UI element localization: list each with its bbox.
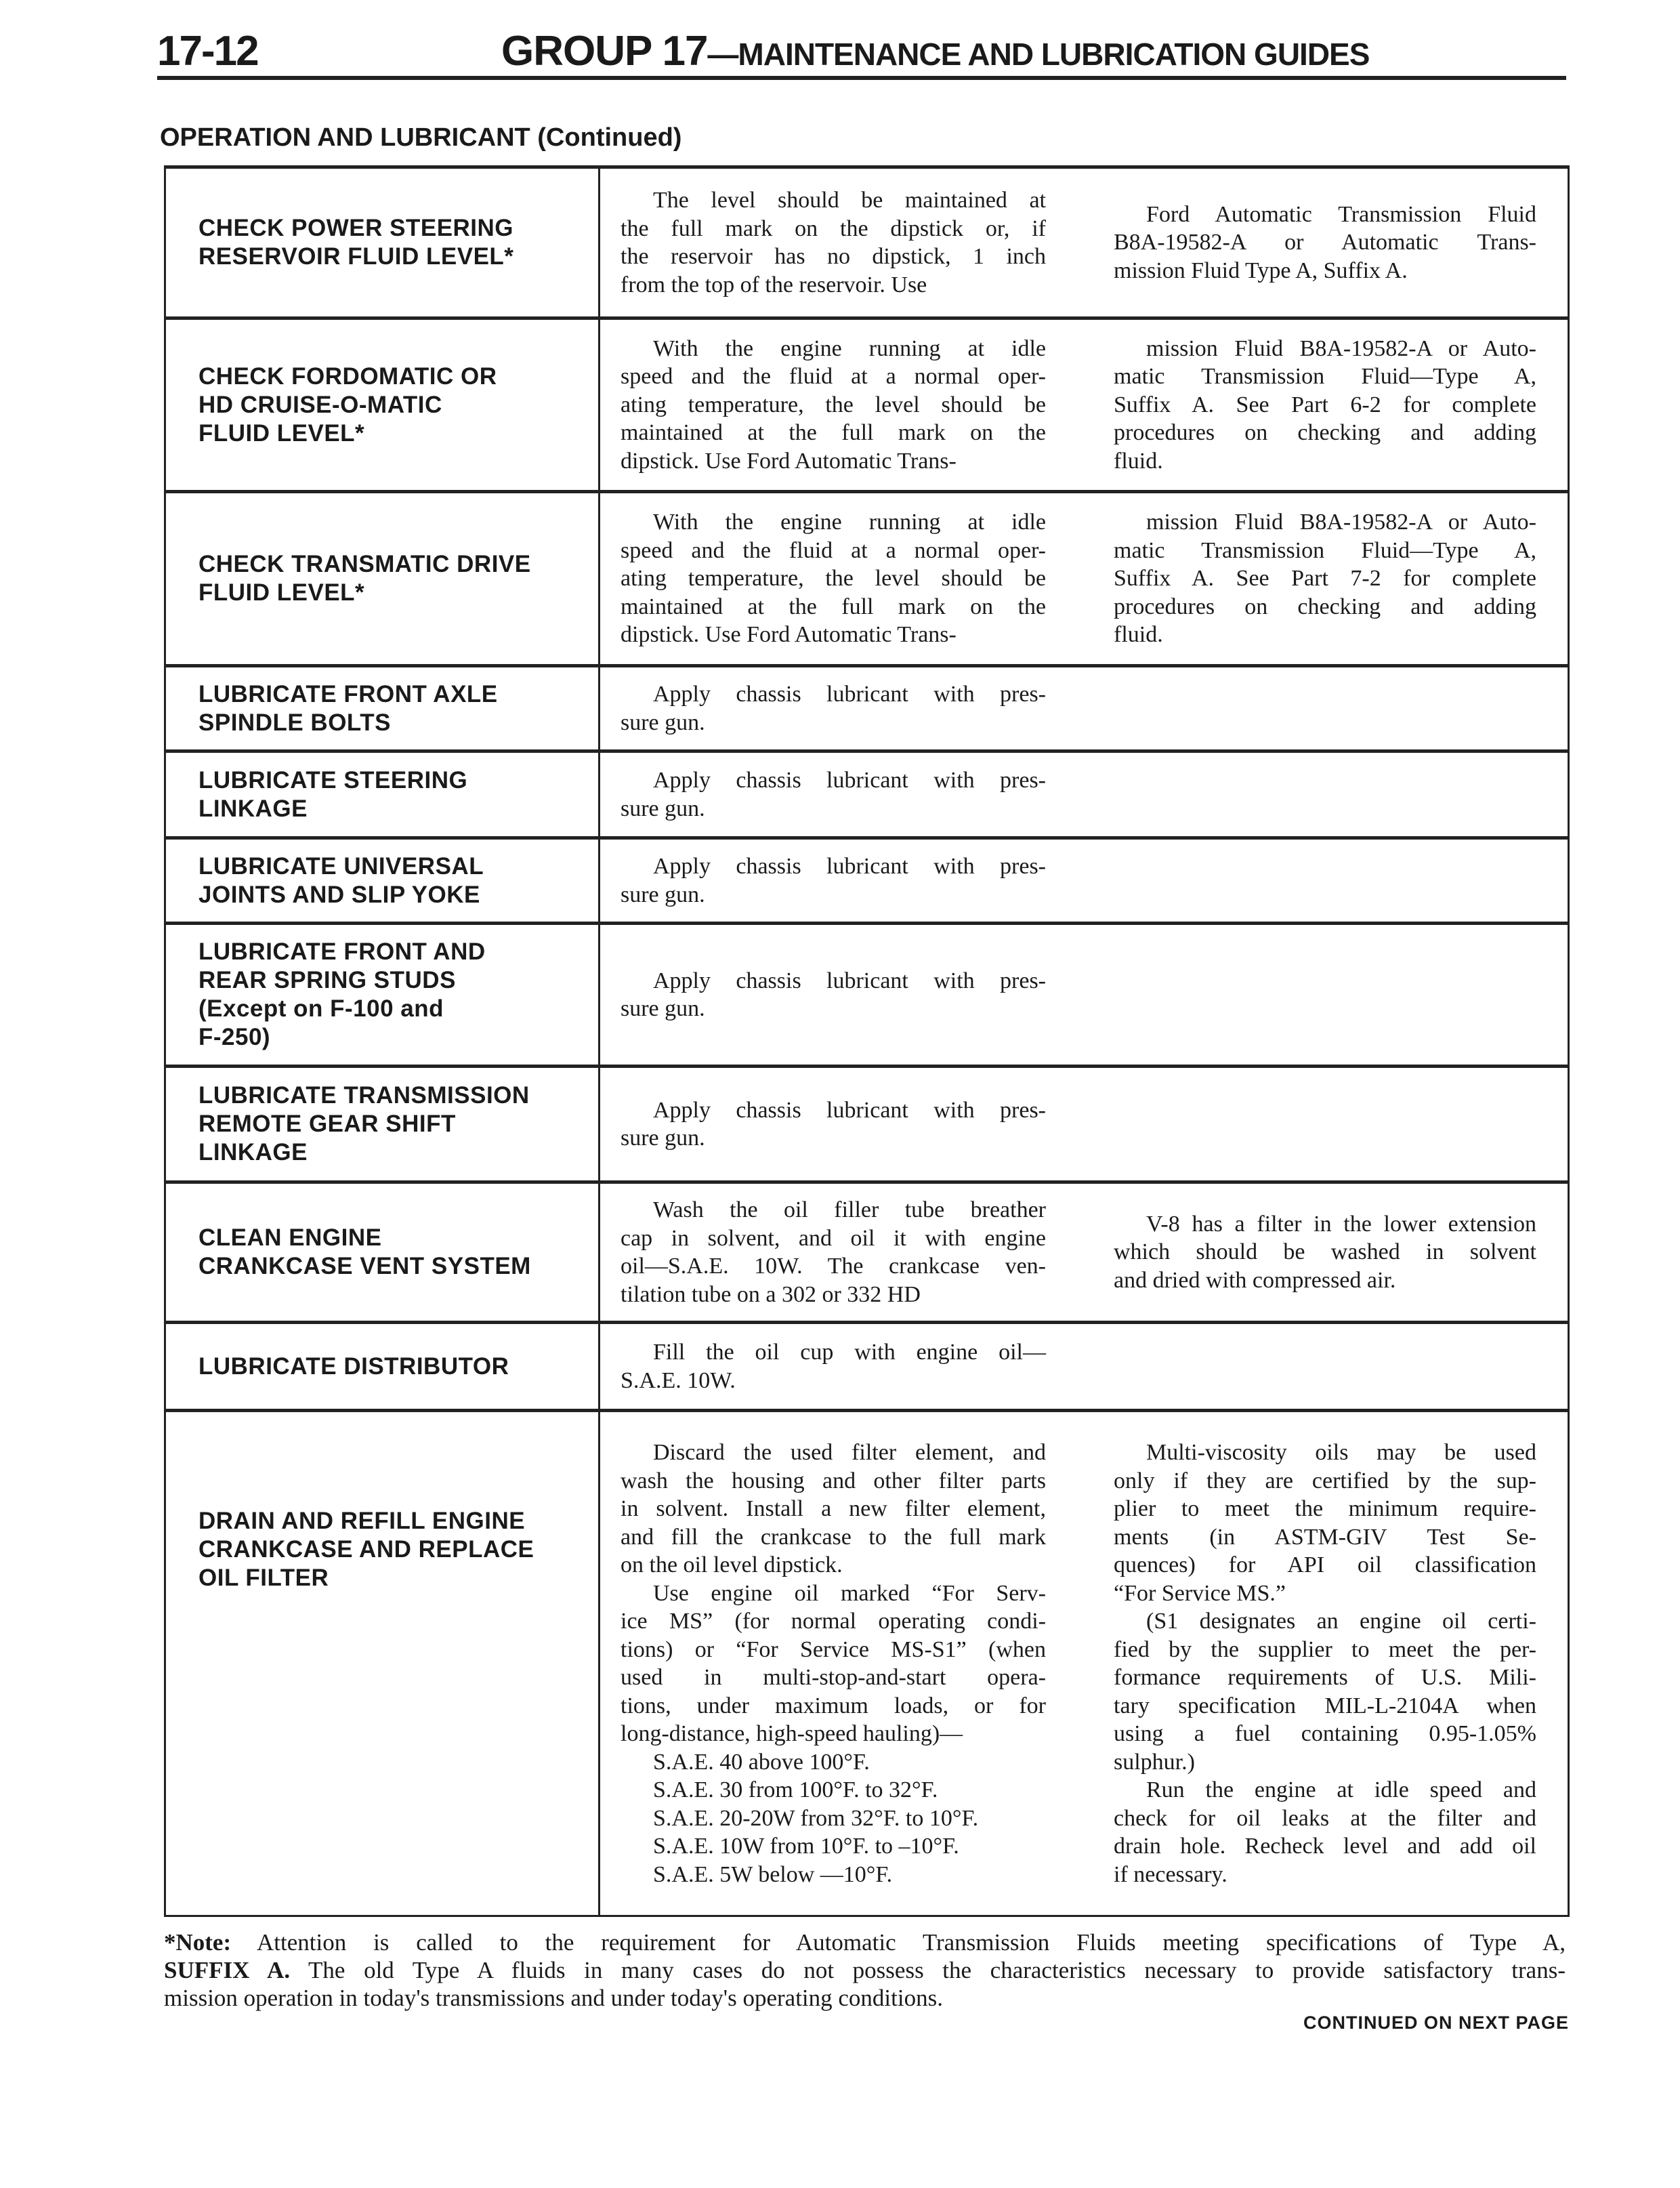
page-header-title bbox=[501, 27, 1369, 75]
text-line: Multi-viscosity oils may be used bbox=[1146, 1440, 1536, 1465]
text-line: in solvent. Install a new filter element, bbox=[621, 1496, 1046, 1521]
text-line: S.A.E. 20-20W from 32°F. to 10°F. bbox=[653, 1805, 979, 1831]
operation-label-line: HD CRUISE-O-MATIC bbox=[198, 391, 442, 418]
operation-label-line: LUBRICATE UNIVERSAL bbox=[198, 852, 484, 880]
procedure-cell bbox=[621, 1184, 1046, 1321]
lubricant-cell bbox=[1114, 1184, 1536, 1321]
text-line: procedures on checking and adding bbox=[1114, 420, 1536, 446]
text-line: using a fuel containing 0.95-1.05% bbox=[1114, 1721, 1536, 1746]
operation-label-line: CHECK POWER STEERING bbox=[198, 215, 514, 241]
operation-label bbox=[166, 1324, 600, 1409]
text-line: tions, under maximum loads, or for bbox=[621, 1693, 1046, 1718]
text-line: plier to meet the minimum require- bbox=[1114, 1496, 1536, 1521]
footnote bbox=[164, 1928, 1566, 2012]
procedure-cell bbox=[621, 753, 1046, 836]
note-lead: *Note: bbox=[164, 1929, 232, 1956]
operation-label-line: CRANKCASE VENT SYSTEM bbox=[198, 1253, 531, 1279]
text-line: ments (in ASTM-GIV Test Se- bbox=[1114, 1524, 1536, 1550]
header-rule bbox=[157, 76, 1566, 80]
operation-label bbox=[166, 840, 600, 922]
text-line: tary specification MIL-L-2104A when bbox=[1114, 1693, 1536, 1718]
note-suffix: SUFFIX A. bbox=[164, 1957, 291, 1983]
operation-label bbox=[166, 320, 600, 490]
text-line: mission Fluid B8A-19582-A or Auto- bbox=[1146, 335, 1536, 361]
text-line: sure gun. bbox=[621, 796, 705, 821]
procedure-cell bbox=[621, 925, 1046, 1065]
text-line: which should be washed in solvent bbox=[1114, 1239, 1536, 1265]
text-line: Suffix A. See Part 7-2 for complete bbox=[1114, 566, 1536, 592]
operation-label-line: CHECK TRANSMATIC DRIVE bbox=[198, 551, 531, 577]
operation-label-line: CRANKCASE AND REPLACE bbox=[198, 1536, 534, 1563]
operation-label-line: LUBRICATE FRONT AND bbox=[198, 938, 486, 965]
text-line: sure gun. bbox=[621, 709, 705, 735]
text-line: B8A-19582-A or Automatic Trans- bbox=[1114, 230, 1536, 255]
operation-label bbox=[166, 169, 600, 316]
text-line: V-8 has a filter in the lower extension bbox=[1146, 1211, 1536, 1237]
text-line: fluid. bbox=[1114, 622, 1163, 648]
operation-label bbox=[166, 925, 600, 1065]
text-line: and dried with compressed air. bbox=[1114, 1267, 1396, 1293]
procedure-cell bbox=[621, 169, 1046, 316]
operation-label bbox=[166, 1412, 600, 1915]
text-line: on the oil level dipstick. bbox=[621, 1552, 843, 1577]
text-line: mission Fluid Type A, Suffix A. bbox=[1114, 257, 1408, 283]
table-row bbox=[166, 165, 1568, 316]
operation-label-line: CLEAN ENGINE bbox=[198, 1224, 382, 1251]
operation-label-line: LUBRICATE FRONT AXLE bbox=[198, 680, 498, 707]
text-line: matic Transmission Fluid—Type A, bbox=[1114, 364, 1536, 390]
text-line: S.A.E. 30 from 100°F. to 32°F. bbox=[653, 1777, 938, 1802]
text-line: from the top of the reservoir. Use bbox=[621, 272, 927, 297]
text-line: (S1 designates an engine oil certi- bbox=[1146, 1609, 1536, 1634]
text-line: ating temperature, the level should be bbox=[621, 566, 1046, 592]
text-line: sure gun. bbox=[621, 996, 705, 1021]
text-line: Apply chassis lubricant with pres- bbox=[653, 968, 1046, 993]
text-line: dipstick. Use Ford Automatic Trans- bbox=[621, 448, 957, 474]
text-line: Apply chassis lubricant with pres- bbox=[653, 1097, 1046, 1123]
text-line: procedures on checking and adding bbox=[1114, 594, 1536, 619]
text-line: used in multi-stop-and-start opera- bbox=[621, 1665, 1046, 1690]
table-row bbox=[166, 490, 1568, 664]
lubricant-cell bbox=[1114, 1324, 1536, 1409]
text-line: With the engine running at idle bbox=[653, 510, 1046, 535]
text-line: only if they are certified by the sup- bbox=[1114, 1468, 1536, 1493]
lubricant-cell bbox=[1114, 667, 1536, 749]
text-line: Apply chassis lubricant with pres- bbox=[653, 768, 1046, 793]
table-row bbox=[166, 1321, 1568, 1409]
text-line: speed and the fluid at a normal oper- bbox=[621, 364, 1046, 390]
operation-label-line: JOINTS AND SLIP YOKE bbox=[198, 881, 480, 908]
procedure-cell bbox=[621, 493, 1046, 664]
text-line: and fill the crankcase to the full mark bbox=[621, 1524, 1046, 1550]
text-line: mission Fluid B8A-19582-A or Auto- bbox=[1146, 510, 1536, 535]
note-line-2: The old Type A fluids in many cases do not possess the characteristics necessary to provide satisfactory trans- bbox=[290, 1957, 1566, 1983]
table-row bbox=[166, 1180, 1568, 1321]
operation-label bbox=[166, 493, 600, 664]
note-line-3: mission operation in today's transmissions and under today's operating conditions. bbox=[164, 1985, 943, 2011]
lubricant-cell bbox=[1114, 320, 1536, 490]
text-line: sulphur.) bbox=[1114, 1749, 1195, 1775]
operation-label-line: F-250) bbox=[198, 1024, 271, 1050]
text-line: maintained at the full mark on the bbox=[621, 420, 1046, 446]
procedure-cell bbox=[621, 1068, 1046, 1180]
procedure-cell bbox=[621, 840, 1046, 922]
lubricant-cell bbox=[1114, 925, 1536, 1065]
procedure-cell bbox=[621, 320, 1046, 490]
text-line: S.A.E. 40 above 100°F. bbox=[653, 1749, 870, 1775]
text-line: fluid. bbox=[1114, 448, 1163, 474]
text-line: tilation tube on a 302 or 332 HD bbox=[621, 1281, 921, 1307]
text-line: maintained at the full mark on the bbox=[621, 594, 1046, 619]
table-row bbox=[166, 1065, 1568, 1180]
lubricant-cell bbox=[1114, 753, 1536, 836]
text-line: formance requirements of U.S. Mili- bbox=[1114, 1665, 1536, 1690]
procedure-cell bbox=[621, 1324, 1046, 1409]
text-line: if necessary. bbox=[1114, 1861, 1227, 1887]
text-line: Apply chassis lubricant with pres- bbox=[653, 682, 1046, 707]
table-row bbox=[166, 1409, 1568, 1915]
text-line: the reservoir has no dipstick, 1 inch bbox=[621, 244, 1046, 269]
operation-label-line: REAR SPRING STUDS bbox=[198, 967, 456, 993]
text-line: Suffix A. See Part 6-2 for complete bbox=[1114, 392, 1536, 417]
operation-label-line: SPINDLE BOLTS bbox=[198, 709, 391, 736]
table-row bbox=[166, 664, 1568, 749]
operation-label bbox=[166, 1068, 600, 1180]
text-line: S.A.E. 10W from 10°F. to –10°F. bbox=[653, 1834, 959, 1859]
table-row bbox=[166, 316, 1568, 490]
continued-label: CONTINUED ON NEXT PAGE bbox=[1303, 2012, 1569, 2033]
page-number: 17-12 bbox=[157, 28, 258, 75]
text-line: matic Transmission Fluid—Type A, bbox=[1114, 537, 1536, 563]
operation-label bbox=[166, 667, 600, 749]
group-title: —MAINTENANCE AND LUBRICATION GUIDES bbox=[707, 37, 1370, 72]
operation-label-line: FLUID LEVEL* bbox=[198, 579, 365, 606]
text-line: check for oil leaks at the filter and bbox=[1114, 1805, 1536, 1831]
text-line: drain hole. Recheck level and add oil bbox=[1114, 1834, 1536, 1859]
operation-label-line: LUBRICATE DISTRIBUTOR bbox=[198, 1353, 509, 1380]
operation-label-line: LUBRICATE STEERING bbox=[198, 766, 468, 793]
table-row bbox=[166, 922, 1568, 1065]
text-line: “For Service MS.” bbox=[1114, 1580, 1286, 1606]
operation-label-line: RESERVOIR FLUID LEVEL* bbox=[198, 243, 514, 270]
operation-label-line: LINKAGE bbox=[198, 1139, 308, 1165]
text-line: ating temperature, the level should be bbox=[621, 392, 1046, 417]
operation-label-line: (Except on F-100 and bbox=[198, 995, 444, 1022]
operation-label-line: OIL FILTER bbox=[198, 1565, 329, 1591]
text-line: fied by the supplier to meet the per- bbox=[1114, 1636, 1536, 1662]
operation-label-line: LUBRICATE TRANSMISSION bbox=[198, 1082, 530, 1109]
procedure-cell bbox=[621, 1412, 1046, 1915]
procedure-cell bbox=[621, 667, 1046, 749]
lubricant-cell bbox=[1114, 1412, 1536, 1915]
text-line: Use engine oil marked “For Serv- bbox=[653, 1580, 1046, 1606]
text-line: Discard the used filter element, and bbox=[653, 1440, 1046, 1465]
text-line: dipstick. Use Ford Automatic Trans- bbox=[621, 622, 957, 648]
text-line: Fill the oil cup with engine oil— bbox=[653, 1340, 1046, 1365]
lubricant-cell bbox=[1114, 169, 1536, 316]
text-line: tions) or “For Service MS-S1” (when bbox=[621, 1636, 1046, 1662]
text-line: wash the housing and other filter parts bbox=[621, 1468, 1046, 1493]
text-line: the full mark on the dipstick or, if bbox=[621, 215, 1046, 241]
note-line-1: Attention is called to the requirement for Automatic Transmission Fluids meeting specifications of Type A, bbox=[231, 1929, 1566, 1956]
text-line: The level should be maintained at bbox=[653, 188, 1046, 213]
text-line: quences) for API oil classification bbox=[1114, 1552, 1536, 1577]
section-title: OPERATION AND LUBRICANT (Continued) bbox=[160, 123, 682, 152]
text-line: S.A.E. 10W. bbox=[621, 1367, 736, 1393]
table-row bbox=[166, 836, 1568, 922]
text-line: speed and the fluid at a normal oper- bbox=[621, 537, 1046, 563]
text-line: Ford Automatic Transmission Fluid bbox=[1146, 201, 1536, 227]
group-label: GROUP 17 bbox=[501, 28, 708, 75]
operation-label-line: LINKAGE bbox=[198, 795, 308, 822]
operation-label bbox=[166, 753, 600, 836]
text-line: sure gun. bbox=[621, 1126, 705, 1151]
table-row bbox=[166, 749, 1568, 836]
text-line: S.A.E. 5W below —10°F. bbox=[653, 1861, 893, 1887]
lubricant-cell bbox=[1114, 1068, 1536, 1180]
lubricant-cell bbox=[1114, 840, 1536, 922]
operation-label-line: REMOTE GEAR SHIFT bbox=[198, 1111, 456, 1137]
text-line: With the engine running at idle bbox=[653, 335, 1046, 361]
text-line: Wash the oil filler tube breather bbox=[653, 1197, 1046, 1222]
text-line: long-distance, high-speed hauling)— bbox=[621, 1721, 963, 1746]
text-line: Apply chassis lubricant with pres- bbox=[653, 854, 1046, 879]
text-line: ice MS” (for normal operating condi- bbox=[621, 1609, 1046, 1634]
text-line: sure gun. bbox=[621, 882, 705, 907]
lubricant-cell bbox=[1114, 493, 1536, 664]
operation-label-line: FLUID LEVEL* bbox=[198, 419, 365, 447]
text-line: Run the engine at idle speed and bbox=[1146, 1777, 1536, 1802]
text-line: oil—S.A.E. 10W. The crankcase ven- bbox=[621, 1254, 1046, 1279]
operation-label bbox=[166, 1184, 600, 1321]
operation-label-line: DRAIN AND REFILL ENGINE bbox=[198, 1508, 526, 1534]
operation-label-line: CHECK FORDOMATIC OR bbox=[198, 363, 497, 390]
operation-lubricant-table bbox=[164, 165, 1570, 1917]
text-line: cap in solvent, and oil it with engine bbox=[621, 1225, 1046, 1251]
